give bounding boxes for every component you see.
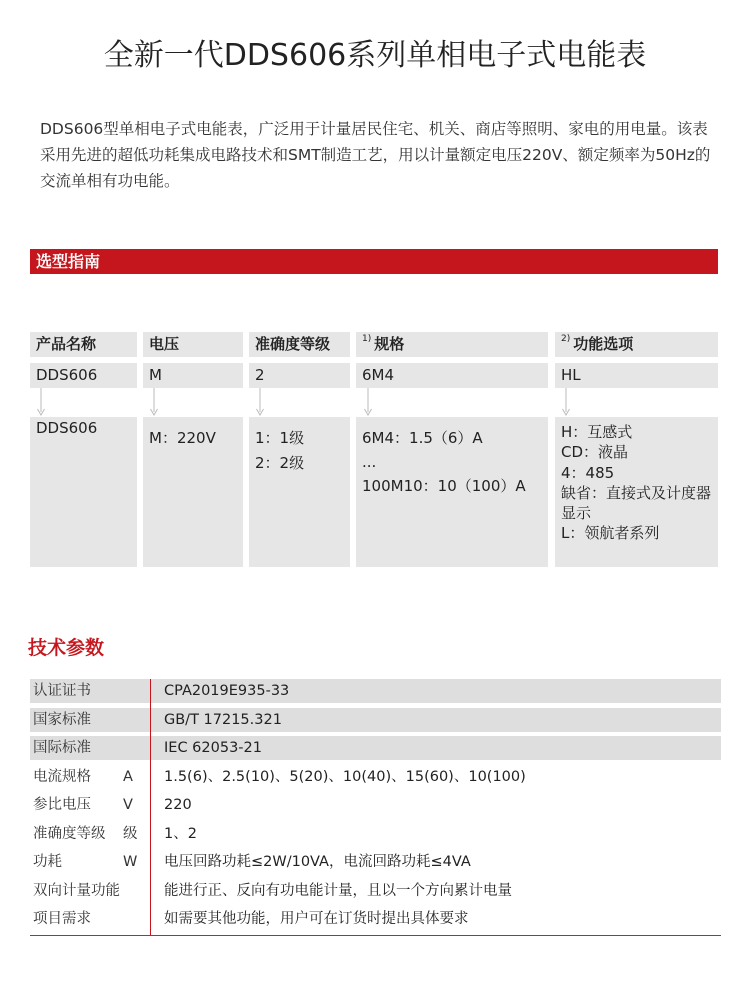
table-row <box>30 734 721 763</box>
value-accuracy: 2 <box>249 363 350 388</box>
accuracy-option: 1：1级 <box>255 429 305 447</box>
down-arrow-icon <box>256 388 264 418</box>
param-label: 电流规格 <box>33 768 91 785</box>
table-row <box>30 706 721 735</box>
detail-product: DDS606 <box>30 417 137 567</box>
param-label: 项目需求 <box>33 911 91 927</box>
param-label: 功耗 <box>33 854 62 870</box>
row-shading <box>30 679 721 703</box>
header-voltage: 电压 <box>143 332 243 357</box>
detail-accuracy <box>249 417 350 567</box>
param-value: 1.5(6)、2.5(10)、5(20)、10(40)、15(60)、10(100) <box>164 768 526 785</box>
param-value: 220 <box>164 797 192 813</box>
value-voltage: M <box>143 363 243 388</box>
table-row <box>30 791 721 820</box>
function-option: 4：485 <box>561 463 615 482</box>
param-value: 1、2 <box>164 825 197 842</box>
table-divider <box>150 679 151 935</box>
accuracy-option: 2：2级 <box>255 454 305 472</box>
header-product: 产品名称 <box>30 332 137 357</box>
param-value: CPA2019E935-33 <box>164 683 290 699</box>
table-row <box>30 905 721 934</box>
spec-option: 100M10：10（100）A <box>362 477 526 495</box>
function-option: L：领航者系列 <box>561 524 660 543</box>
param-value: 能进行正、反向有功电能计量，且以一个方向累计电量 <box>164 882 512 899</box>
param-value: 如需要其他功能，用户可在订货时提出具体要求 <box>164 911 469 927</box>
param-value: 电压回路功耗≤2W/10VA，电流回路功耗≤4VA <box>164 854 471 870</box>
down-arrow-icon <box>562 388 570 418</box>
function-option: CD：液晶 <box>561 443 629 462</box>
row-shading <box>30 708 721 732</box>
down-arrow-icon <box>364 388 372 418</box>
header-spec: $^{1)}$ 规格 <box>356 332 548 357</box>
param-label: 国家标准 <box>33 711 91 728</box>
tech-section-title: 技术参数 <box>28 637 105 659</box>
spec-option: ... <box>362 453 377 471</box>
table-bottom-rule <box>30 935 721 936</box>
param-unit: W <box>123 854 138 870</box>
param-unit: 级 <box>123 825 138 842</box>
table-row <box>30 877 721 906</box>
param-label: 认证证书 <box>33 683 91 699</box>
detail-voltage: M：220V <box>143 417 243 567</box>
param-unit: V <box>123 797 133 813</box>
table-row <box>30 820 721 849</box>
table-row <box>30 763 721 792</box>
tech-table <box>30 677 721 934</box>
down-arrow-icon <box>37 388 45 418</box>
footnote-2: 2) <box>561 334 571 344</box>
intro-paragraph: DDS606型单相电子式电能表，广泛用于计量居民住宅、机关、商店等照明、家电的用电量。该表采用先进的超低功耗集成电路技术和SMT制造工艺，用以计量额定电压220V、额定频率为50Hz的交流单相有功电能。 <box>40 120 711 190</box>
function-option: H：互感式 <box>561 423 633 441</box>
param-label: 参比电压 <box>33 797 91 813</box>
spec-option: 6M4：1.5（6）A <box>362 429 483 447</box>
down-arrow-icon <box>150 388 158 418</box>
detail-spec <box>356 417 548 567</box>
page-title: 全新一代DDS606系列单相电子式电能表 <box>103 38 647 73</box>
param-label: 国际标准 <box>33 740 91 756</box>
param-value: IEC 62053-21 <box>164 740 262 756</box>
detail-function <box>555 417 718 567</box>
value-product: DDS606 <box>30 363 137 388</box>
param-label: 双向计量功能 <box>33 882 120 899</box>
value-function: HL <box>555 363 718 388</box>
param-unit: A <box>123 768 133 785</box>
param-value: GB/T 17215.321 <box>164 711 282 728</box>
row-shading <box>30 736 721 760</box>
param-label: 准确度等级 <box>33 825 106 842</box>
footnote-1: 1) <box>362 334 372 344</box>
table-row <box>30 848 721 877</box>
header-function: $^{2)}$ 功能选项 <box>555 332 718 357</box>
function-option: 缺省：直接式及计度器显示 <box>561 483 712 523</box>
selection-guide-bar: 选型指南 <box>30 249 718 274</box>
value-spec: 6M4 <box>356 363 548 388</box>
table-row <box>30 677 721 706</box>
header-accuracy: 准确度等级 <box>249 332 350 357</box>
